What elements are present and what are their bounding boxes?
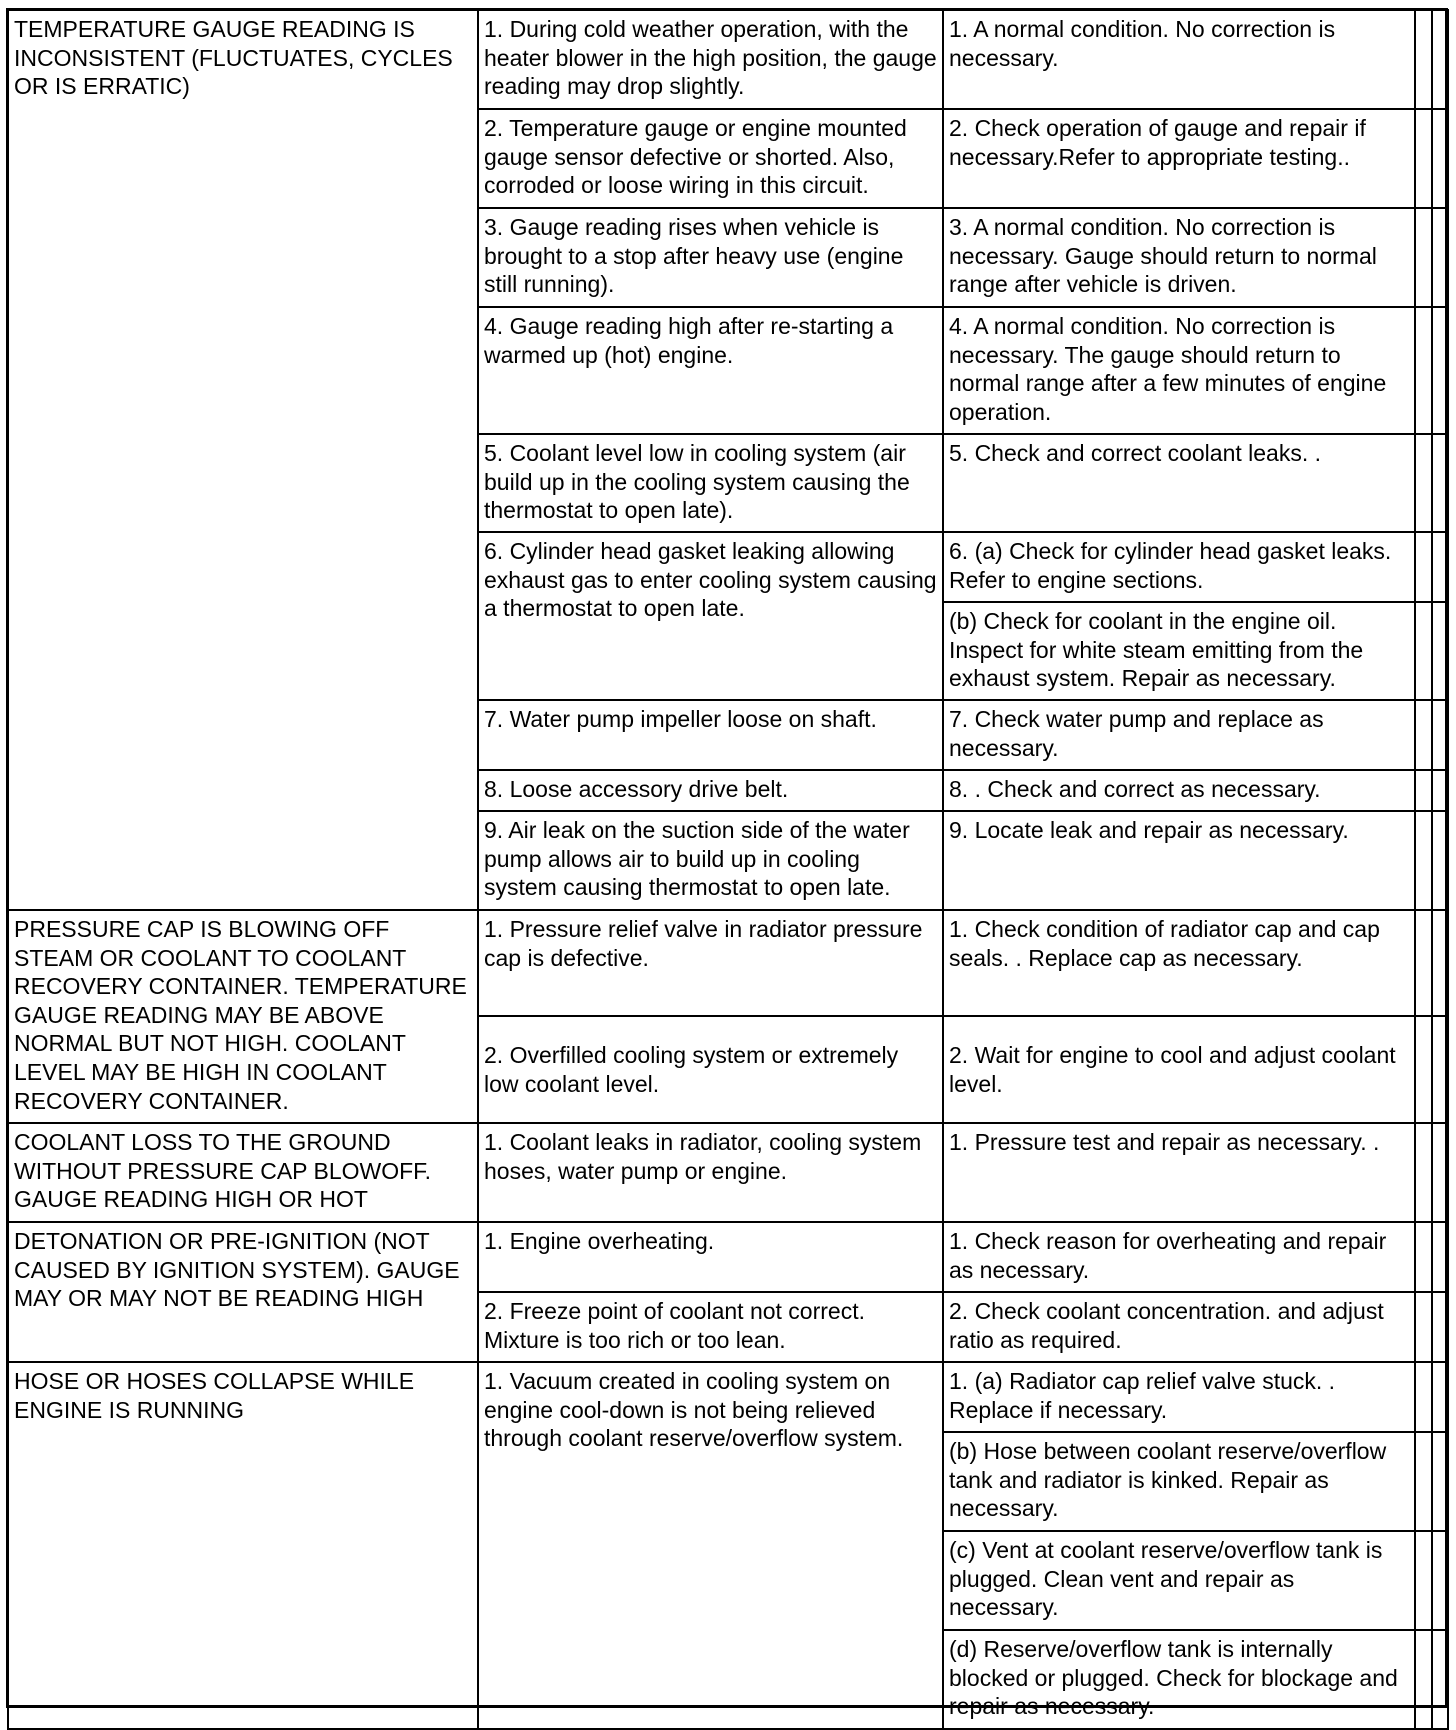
check-cell	[1432, 307, 1448, 434]
check-cell	[1432, 700, 1448, 770]
check-cell	[1432, 770, 1448, 811]
correction-cell: (b) Hose between coolant reserve/overflow tank and radiator is kinked. Repair as necessary.	[943, 1432, 1415, 1531]
condition-cell: TEMPERATURE GAUGE READING IS INCONSISTENT (FLUCTUATES, CYCLES OR IS ERRATIC)	[8, 10, 478, 910]
check-cell	[1415, 770, 1432, 811]
check-cell	[1432, 434, 1448, 532]
cause-cell: 8. Loose accessory drive belt.	[478, 770, 943, 811]
diagnosis-table	[7, 9, 1449, 1730]
cause-cell: 2. Temperature gauge or engine mounted gauge sensor defective or shorted. Also, corroded or loose wiring in this circuit.	[478, 109, 943, 208]
cause-cell: 1. Engine overheating.	[478, 1222, 943, 1292]
correction-cell: 6. (a) Check for cylinder head gasket leaks. Refer to engine sections.	[943, 532, 1415, 602]
correction-cell: 1. Check condition of radiator cap and cap seals. . Replace cap as necessary.	[943, 910, 1415, 1016]
cause-cell: 2. Overfilled cooling system or extremely low coolant level.	[478, 1016, 943, 1123]
table-row	[8, 1222, 1448, 1292]
table-row	[8, 910, 1448, 1016]
cause-cell: 4. Gauge reading high after re-starting a warmed up (hot) engine.	[478, 307, 943, 434]
check-cell	[1415, 1630, 1432, 1729]
check-cell	[1415, 109, 1432, 208]
cause-cell: 1. Coolant leaks in radiator, cooling system hoses, water pump or engine.	[478, 1123, 943, 1222]
correction-cell: 2. Check operation of gauge and repair if necessary.Refer to appropriate testing..	[943, 109, 1415, 208]
correction-cell: 7. Check water pump and replace as necessary.	[943, 700, 1415, 770]
correction-cell: 1. Pressure test and repair as necessary. .	[943, 1123, 1415, 1222]
check-cell	[1415, 532, 1432, 602]
check-cell	[1432, 1016, 1448, 1123]
check-cell	[1432, 910, 1448, 1016]
correction-cell: 8. . Check and correct as necessary.	[943, 770, 1415, 811]
check-cell	[1415, 1222, 1432, 1292]
correction-cell: 5. Check and correct coolant leaks. .	[943, 434, 1415, 532]
check-cell	[1432, 10, 1448, 109]
check-cell	[1432, 1362, 1448, 1432]
check-cell	[1415, 208, 1432, 307]
table-row	[8, 10, 1448, 109]
correction-cell: 3. A normal condition. No correction is necessary. Gauge should return to normal range after vehicle is driven.	[943, 208, 1415, 307]
correction-cell: (c) Vent at coolant reserve/overflow tank is plugged. Clean vent and repair as necessary.	[943, 1531, 1415, 1630]
correction-cell: (b) Check for coolant in the engine oil. Inspect for white steam emitting from the exhaust system. Repair as necessary.	[943, 602, 1415, 700]
condition-cell: DETONATION OR PRE-IGNITION (NOT CAUSED BY IGNITION SYSTEM). GAUGE MAY OR MAY NOT BE READING HIGH	[8, 1222, 478, 1362]
table-row	[8, 1123, 1448, 1222]
check-cell	[1415, 1292, 1432, 1362]
cause-cell: 9. Air leak on the suction side of the water pump allows air to build up in cooling system causing thermostat to open late.	[478, 811, 943, 910]
check-cell	[1415, 1123, 1432, 1222]
condition-cell: PRESSURE CAP IS BLOWING OFF STEAM OR COOLANT TO COOLANT RECOVERY CONTAINER. TEMPERATURE GAUGE READING MAY BE ABOVE NORMAL BUT NOT HIGH. COOLANT LEVEL MAY BE HIGH IN COOLANT RECOVERY CONTAINER.	[8, 910, 478, 1123]
cause-cell: 7. Water pump impeller loose on shaft.	[478, 700, 943, 770]
cause-cell: 1. Pressure relief valve in radiator pressure cap is defective.	[478, 910, 943, 1016]
check-cell	[1415, 434, 1432, 532]
check-cell	[1432, 1292, 1448, 1362]
check-cell	[1432, 1123, 1448, 1222]
check-cell	[1415, 1016, 1432, 1123]
check-cell	[1432, 109, 1448, 208]
check-cell	[1432, 208, 1448, 307]
cause-cell: 6. Cylinder head gasket leaking allowing exhaust gas to enter cooling system causing a thermostat to open late.	[478, 532, 943, 700]
correction-cell: 9. Locate leak and repair as necessary.	[943, 811, 1415, 910]
cause-cell: 1. During cold weather operation, with the heater blower in the high position, the gauge reading may drop slightly.	[478, 10, 943, 109]
correction-cell: 1. (a) Radiator cap relief valve stuck. . Replace if necessary.	[943, 1362, 1415, 1432]
cause-cell: 3. Gauge reading rises when vehicle is brought to a stop after heavy use (engine still running).	[478, 208, 943, 307]
check-cell	[1415, 910, 1432, 1016]
check-cell	[1415, 307, 1432, 434]
check-cell	[1415, 10, 1432, 109]
check-cell	[1432, 1531, 1448, 1630]
check-cell	[1415, 1432, 1432, 1531]
check-cell	[1432, 1630, 1448, 1729]
cause-cell: 2. Freeze point of coolant not correct. Mixture is too rich or too lean.	[478, 1292, 943, 1362]
check-cell	[1432, 1222, 1448, 1292]
correction-cell: (d) Reserve/overflow tank is internally blocked or plugged. Check for blockage and repair as necessary.	[943, 1630, 1415, 1729]
check-cell	[1432, 602, 1448, 700]
cause-cell: 1. Vacuum created in cooling system on engine cool-down is not being relieved through coolant reserve/overflow system.	[478, 1362, 943, 1729]
condition-cell: COOLANT LOSS TO THE GROUND WITHOUT PRESSURE CAP BLOWOFF. GAUGE READING HIGH OR HOT	[8, 1123, 478, 1222]
condition-cell: HOSE OR HOSES COLLAPSE WHILE ENGINE IS RUNNING	[8, 1362, 478, 1729]
correction-cell: 1. Check reason for overheating and repair as necessary.	[943, 1222, 1415, 1292]
correction-cell: 2. Wait for engine to cool and adjust coolant level.	[943, 1016, 1415, 1123]
correction-cell: 4. A normal condition. No correction is necessary. The gauge should return to normal range after a few minutes of engine operation.	[943, 307, 1415, 434]
check-cell	[1415, 602, 1432, 700]
check-cell	[1415, 1362, 1432, 1432]
check-cell	[1432, 811, 1448, 910]
check-cell	[1415, 700, 1432, 770]
table-row	[8, 1362, 1448, 1432]
check-cell	[1415, 1531, 1432, 1630]
check-cell	[1432, 532, 1448, 602]
correction-cell: 2. Check coolant concentration. and adjust ratio as required.	[943, 1292, 1415, 1362]
cause-cell: 5. Coolant level low in cooling system (air build up in the cooling system causing the thermostat to open late).	[478, 434, 943, 532]
check-cell	[1432, 1432, 1448, 1531]
check-cell	[1415, 811, 1432, 910]
correction-cell: 1. A normal condition. No correction is necessary.	[943, 10, 1415, 109]
